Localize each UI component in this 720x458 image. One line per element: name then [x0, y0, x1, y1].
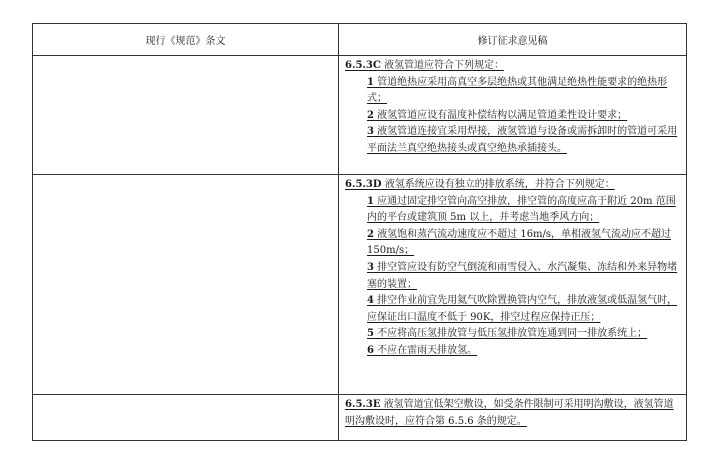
clause-heading	[345, 58, 681, 75]
clause-intro: 液氢系统应设有独立的排放系统，并符合下列规定：	[381, 179, 615, 190]
clause-number: 6.5.3C	[345, 60, 381, 71]
revision-cell-6-5-3e	[339, 395, 687, 441]
item-number: 1	[367, 76, 374, 88]
clause-item	[345, 326, 681, 343]
item-number: 3	[367, 261, 374, 273]
item-number: 4	[367, 295, 374, 307]
clause-heading	[345, 397, 681, 430]
item-text: 应通过固定排空管向高空排放，排空管的高度应高于附近 20m 范围内的平台或建筑顶 5m 以上，并考虑当地季风方向；	[367, 195, 676, 224]
item-text: 排空管应设有防空气倒流和雨雪侵入、水汽凝集、冻结和外来异物堵塞的装置；	[367, 261, 678, 290]
clause-intro: 液氢管道应符合下列规定：	[380, 60, 504, 71]
revision-cell-6-5-3c	[339, 56, 687, 175]
current-clause-cell	[33, 395, 339, 441]
clause-item	[345, 260, 681, 293]
item-text: 不应将高压氢排放管与低压氢排放管连通到同一排放系统上；	[373, 328, 648, 340]
clause-heading	[345, 177, 681, 194]
clause-item	[345, 75, 681, 108]
header-current-clause: 现行《规范》条文	[33, 24, 339, 56]
clause-item	[345, 227, 681, 260]
item-text: 管道绝热应采用高真空多层绝热或其他满足绝热性能要求的绝热形式；	[367, 76, 668, 105]
item-number: 6	[367, 344, 374, 356]
revision-cell-6-5-3d	[339, 175, 687, 395]
clause-number: 6.5.3E	[345, 399, 381, 410]
item-number: 2	[367, 228, 374, 240]
clause-item	[345, 194, 681, 227]
item-number: 3	[367, 126, 374, 138]
item-number: 2	[367, 109, 374, 121]
clause-item	[345, 124, 681, 157]
current-clause-cell	[33, 56, 339, 175]
clause-number: 6.5.3D	[345, 179, 382, 190]
header-revision-draft: 修订征求意见稿	[339, 24, 687, 56]
clause-item	[345, 343, 681, 360]
clause-item	[345, 293, 681, 326]
item-text: 液氢管道应设有温度补偿结构以满足管道柔性设计要求；	[373, 109, 628, 121]
item-text: 排空作业前宜先用氦气吹除置换管内空气，排放液氢或低温氢气时，应保证出口温度不低于 90K，排空过程应保持正压；	[367, 295, 678, 323]
item-text: 液氢管道连接宜采用焊接，液氢管道与设备或需拆卸时的管道可采用平面法兰真空绝热接头或真空绝热承插接头。	[367, 126, 678, 154]
comparison-table	[32, 23, 687, 441]
current-clause-cell	[33, 175, 339, 395]
item-text: 液氢饱和蒸汽流动速度应不超过 16m/s，单相液氢气流动应不超过 150m/s；	[367, 228, 672, 257]
item-text: 不应在雷雨天排放氢。	[373, 344, 478, 356]
item-number: 5	[367, 328, 374, 340]
clause-item	[345, 108, 681, 125]
clause-intro: 液氢管道宜低架空敷设，如受条件限制可采用明沟敷设，液氢管道明沟敷设时，应符合第 6.5.6 条的规定。	[345, 399, 674, 427]
item-number: 1	[367, 195, 374, 207]
